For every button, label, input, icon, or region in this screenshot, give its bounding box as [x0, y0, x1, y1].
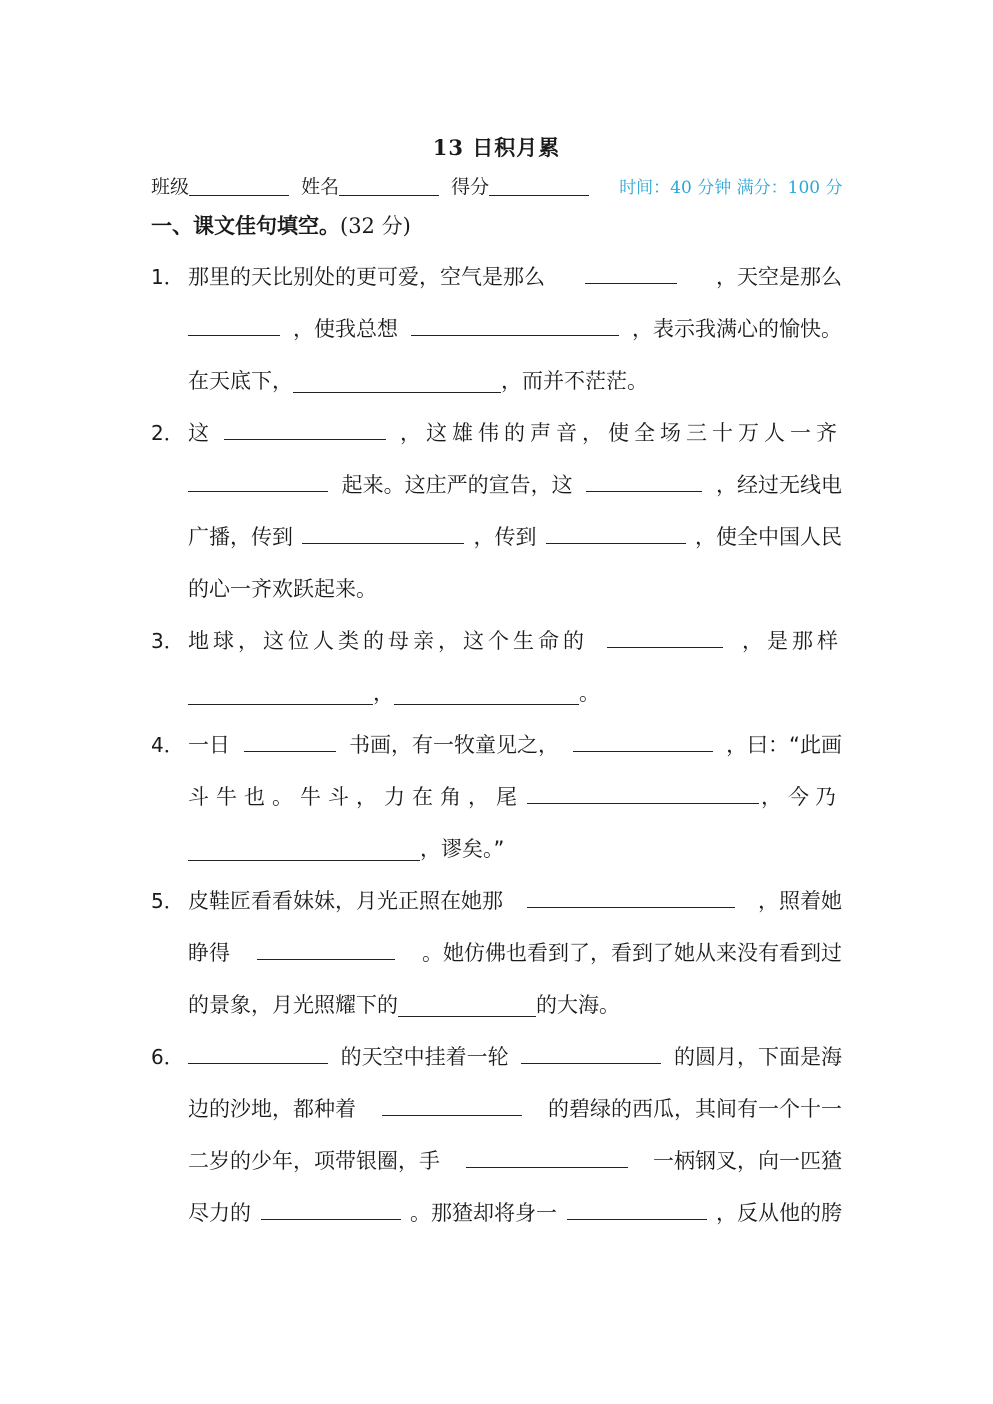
answer-blank[interactable]: [382, 1093, 522, 1116]
section-heading: [151, 210, 411, 240]
name-label: 姓名: [301, 176, 340, 198]
answer-blank[interactable]: [607, 625, 723, 648]
question-number: 4．: [151, 733, 184, 757]
question-text: 起来。这庄严的宣告，这: [341, 473, 573, 497]
answer-blank[interactable]: [224, 417, 386, 440]
question-text: 。她仿佛也看到了，看到了她从来没有看到过: [422, 941, 842, 965]
question-text: 一日: [188, 733, 230, 757]
answer-blank[interactable]: [394, 682, 579, 705]
answer-blank[interactable]: [188, 682, 373, 705]
question-text: 皮鞋匠看看妹妹，月光正照在她那: [188, 889, 503, 913]
question-line: [188, 312, 842, 346]
answer-blank[interactable]: [521, 1041, 661, 1064]
answer-blank[interactable]: [302, 521, 464, 544]
time-score-info: 时间：40 分钟 满分：100 分: [619, 178, 843, 198]
question-text: 的碧绿的西瓜，其间有一个十一: [548, 1097, 842, 1121]
question-text: 二岁的少年，项带银圈，手: [188, 1149, 440, 1173]
answer-blank[interactable]: [585, 261, 677, 284]
question-number: 3．: [151, 629, 184, 653]
question-text: 那里的天比别处的更可爱，空气是那么: [188, 265, 545, 289]
question-text: ，传到: [473, 525, 537, 549]
question-text: ，: [373, 681, 394, 705]
question-line: [188, 572, 842, 606]
section-title: 一、课文佳句填空。: [151, 214, 340, 238]
answer-blank[interactable]: [466, 1145, 628, 1168]
question-line: [188, 1196, 842, 1230]
question-text: 一柄钢叉，向一匹猹: [653, 1149, 842, 1173]
question-text: 的圆月，下面是海: [673, 1045, 842, 1069]
question-text: ，经过无线电: [715, 473, 842, 497]
question-text: 在天底下，: [188, 369, 293, 393]
answer-blank[interactable]: [573, 729, 713, 752]
answer-blank[interactable]: [244, 729, 336, 752]
question-line: [188, 364, 842, 398]
question-text: 。: [579, 681, 600, 705]
question-text: ，使我总想: [293, 317, 398, 341]
question-text: ，今乃: [761, 785, 842, 809]
answer-blank[interactable]: [188, 1041, 328, 1064]
answer-blank[interactable]: [293, 370, 501, 393]
question-line: [188, 1092, 842, 1126]
answer-blank[interactable]: [257, 937, 395, 960]
question-number: 1．: [151, 265, 184, 289]
page-title: 13 日积月累: [432, 135, 561, 160]
answer-blank[interactable]: [411, 313, 619, 336]
score-blank[interactable]: [489, 175, 589, 196]
question-text: 尽力的: [188, 1201, 251, 1225]
question-text: 边的沙地，都种着: [188, 1097, 356, 1121]
question-text: 的天空中挂着一轮: [340, 1045, 509, 1069]
question-line: [188, 1144, 842, 1178]
question-text: 的景象，月光照耀下的: [188, 993, 398, 1017]
question-text: 的心一齐欢跃起来。: [188, 577, 377, 601]
question-text: 这: [188, 421, 209, 445]
question-text: 地球，这位人类的母亲，这个生命的: [188, 629, 588, 653]
question-text: ，曰：“此画: [726, 733, 842, 757]
question-number: 2．: [151, 421, 184, 445]
answer-blank[interactable]: [586, 469, 702, 492]
answer-blank[interactable]: [261, 1197, 401, 1220]
question-text: ，天空是那么: [716, 265, 842, 289]
question-text: ，而并不茫茫。: [501, 369, 648, 393]
question-number: 6．: [151, 1045, 184, 1069]
question-line: [188, 624, 842, 658]
question-line: [188, 728, 842, 762]
question-line: [188, 260, 842, 294]
question-text: 书画，有一牧童见之，: [349, 733, 560, 757]
section-points: (32 分): [340, 214, 411, 238]
answer-blank[interactable]: [188, 313, 280, 336]
question-text: ，反从他的胯: [716, 1201, 842, 1225]
question-text: ，使全中国人民: [695, 525, 842, 549]
question-line: [188, 468, 842, 502]
question-text: ，这雄伟的声音，使全场三十万人一齐: [400, 421, 842, 445]
question-text: ，是那样: [742, 629, 842, 653]
score-label: 得分: [451, 176, 490, 198]
question-line: [188, 988, 842, 1022]
question-text: ，表示我满心的愉快。: [632, 317, 842, 341]
question-number: 5．: [151, 889, 184, 913]
question-line: [188, 520, 842, 554]
question-line: [188, 676, 842, 710]
class-label: 班级: [151, 176, 190, 198]
answer-blank[interactable]: [546, 521, 686, 544]
answer-blank[interactable]: [567, 1197, 707, 1220]
question-line: [188, 832, 842, 866]
question-text: ，谬矣。”: [420, 837, 505, 861]
answer-blank[interactable]: [527, 885, 735, 908]
question-text: 斗牛也。牛斗，力在角，尾: [188, 785, 524, 809]
question-line: [188, 936, 842, 970]
question-text: ，照着她: [758, 889, 842, 913]
answer-blank[interactable]: [527, 781, 759, 804]
student-info-row: [151, 172, 851, 202]
class-blank[interactable]: [189, 175, 289, 196]
question-text: 广播，传到: [188, 525, 293, 549]
answer-blank[interactable]: [188, 469, 328, 492]
question-text: 的大海。: [536, 993, 620, 1017]
name-blank[interactable]: [339, 175, 439, 196]
answer-blank[interactable]: [398, 994, 536, 1017]
question-line: [188, 416, 842, 450]
question-line: [188, 1040, 842, 1074]
question-text: 。那猹却将身一: [410, 1201, 557, 1225]
answer-blank[interactable]: [188, 838, 420, 861]
question-text: 睁得: [188, 941, 230, 965]
question-line: [188, 884, 842, 918]
question-line: [188, 780, 842, 814]
